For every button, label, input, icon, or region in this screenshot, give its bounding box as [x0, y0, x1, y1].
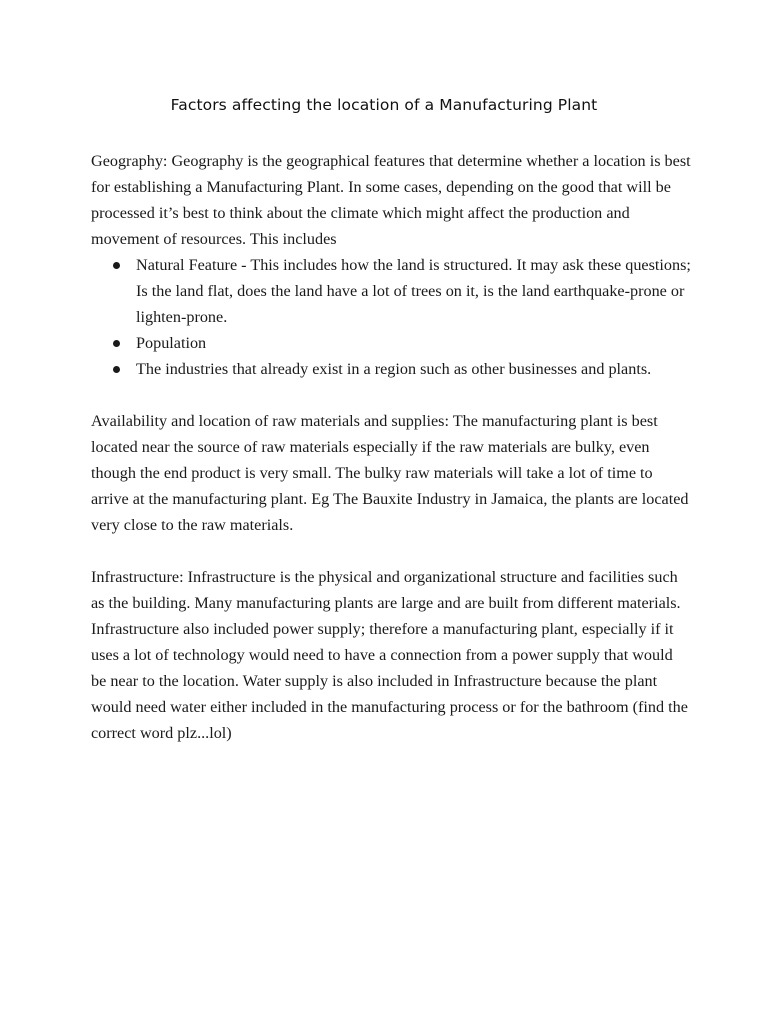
geography-paragraph: Geography: Geography is the geographical features that determine whether a location is best for establishing a Manufacturing Plant. In some cases, depending on the good that will be processed it’s best to think about the climate which might affect the production and movement of resources. This includes	[91, 152, 691, 248]
list-item-text: Population	[136, 334, 207, 352]
section-geography	[91, 148, 691, 382]
list-item	[91, 252, 691, 330]
bullet-icon	[113, 262, 120, 269]
section-raw-materials	[91, 408, 691, 538]
bullet-icon	[113, 366, 120, 373]
document-title: Factors affecting the location of a Manufacturing Plant	[170, 96, 598, 114]
geography-bullet-list	[91, 252, 691, 382]
section-infrastructure	[91, 564, 691, 746]
list-item	[91, 356, 691, 382]
list-item-text: Natural Feature - This includes how the land is structured. It may ask these questions; Is the land flat, does the land have a lot of trees on it, is the land earthquake-prone or lighten-prone.	[136, 256, 691, 326]
list-item	[91, 330, 691, 356]
bullet-icon	[113, 340, 120, 347]
infrastructure-paragraph: Infrastructure: Infrastructure is the physical and organizational structure and facilities such as the building. Many manufacturing plants are large and are built from different materials. Infrastructure also included power supply; therefore a manufacturing plant, especially if it uses a lot of technology would need to have a connection from a power supply that would be near to the location. Water supply is also included in Infrastructure because the plant would need water either included in the manufacturing process or for the bathroom (find the correct word plz...lol)	[91, 568, 688, 742]
document-body	[91, 148, 691, 772]
raw-materials-paragraph: Availability and location of raw materials and supplies: The manufacturing plant is best located near the source of raw materials especially if the raw materials are bulky, even though the end product is very small. The bulky raw materials will take a lot of time to arrive at the manufacturing plant. Eg The Bauxite Industry in Jamaica, the plants are located very close to the raw materials.	[91, 412, 689, 534]
list-item-text: The industries that already exist in a region such as other businesses and plants.	[136, 360, 652, 378]
